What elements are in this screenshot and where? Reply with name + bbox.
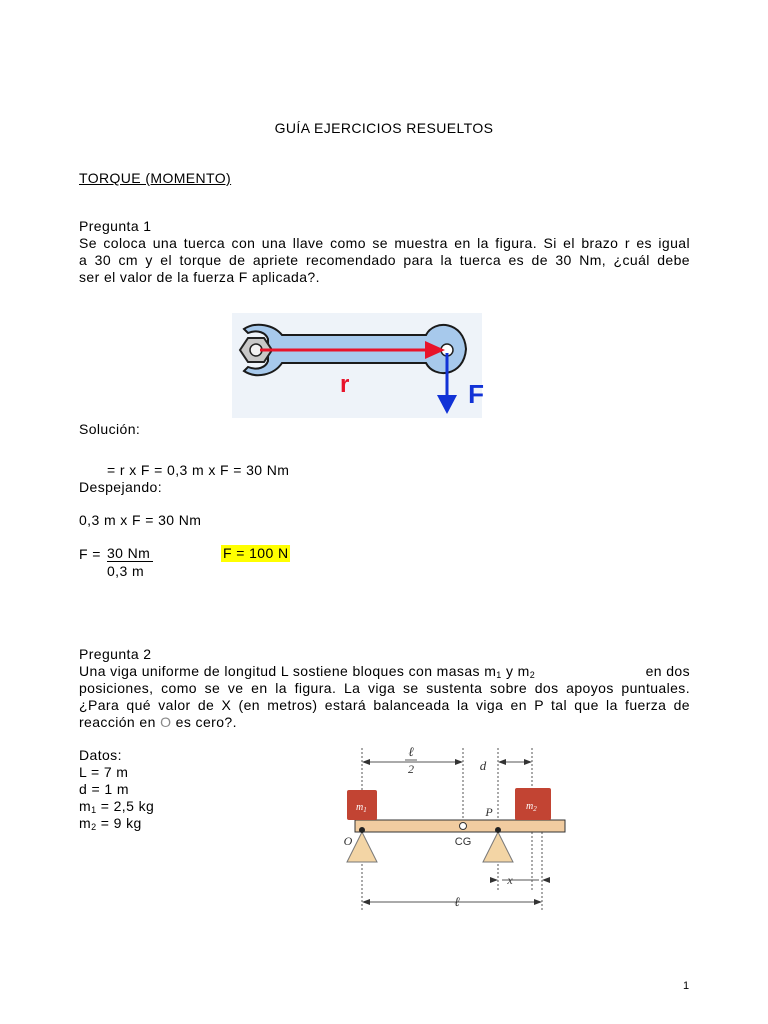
question-2-heading: Pregunta 2 [79,646,152,662]
fraction-denominator: 0,3 m [107,563,145,579]
m1-label: $m_1$ [356,802,367,814]
pivot-p-dot [495,827,501,833]
fraction-numerator: 30 Nm [107,546,153,562]
solution-label: Solución: [79,421,141,437]
question-1-line-3: ser el valor de la fuerza F aplicada?. [79,269,320,285]
clearing-label: Despejando: [79,479,163,495]
equation-1: = r x F = 0,3 m x F = 30 Nm [107,462,290,478]
o-label: O [343,834,353,848]
support-p [483,832,513,862]
wrench-figure [232,313,482,418]
point-o-symbol: O [160,714,172,730]
half-length-numerator: ℓ [408,744,414,759]
d-label: d [479,758,487,773]
data-distance: d = 1 m [79,781,129,797]
question-2-line-3: ¿Para qué valor de X (en metros) estará balanceada la viga en P tal que la fuerza de [79,697,690,713]
center-of-gravity-marker [460,823,467,830]
pivot-o-dot [359,827,365,833]
document-title: GUÍA EJERCICIOS RESUELTOS [274,120,494,136]
section-heading: TORQUE (MOMENTO) [79,170,232,186]
page-number: 1 [683,980,690,992]
x-label: x [507,873,513,887]
data-length: L = 7 m [79,764,129,780]
question-1-heading: Pregunta 1 [79,218,152,234]
data-label: Datos: [79,747,122,763]
answer-highlight: F = 100 N [223,545,289,561]
half-length-denominator: 2 [408,762,414,776]
question-2-line-4: reacción en O es cero?. [79,714,237,730]
question-2-line-2: posiciones, como se ve en la figura. La viga se sustenta sobre dos apoyos puntuales. [79,680,690,696]
equation-2: 0,3 m x F = 30 Nm [79,512,202,528]
beam-figure [335,740,575,915]
radius-label: r [340,371,350,398]
cg-label: CG [454,836,472,848]
q2-line1-text: Una viga uniforme de longitud L sostiene bloques con masas $m_1$ y $m_2$ [79,663,536,680]
m2-label: $m_2$ [526,801,537,813]
length-label: ℓ [454,894,460,909]
question-1-line-2: a 30 cm y el torque de apriete recomendado para la tuerca es de 30 Nm, ¿cuál debe [79,252,690,268]
q2-line1-end: en dos [645,663,690,679]
fraction-prefix: F = [79,546,101,562]
force-label: F [468,379,484,409]
p-label: P [485,805,493,819]
question-1-line-1: Se coloca una tuerca con una llave como se muestra en la figura. Si el brazo r es igual [79,235,690,251]
data-mass-1: $m_1 = 2,5$ kg [79,798,155,815]
data-mass-2: $m_2 = 9$ kg [79,815,142,832]
